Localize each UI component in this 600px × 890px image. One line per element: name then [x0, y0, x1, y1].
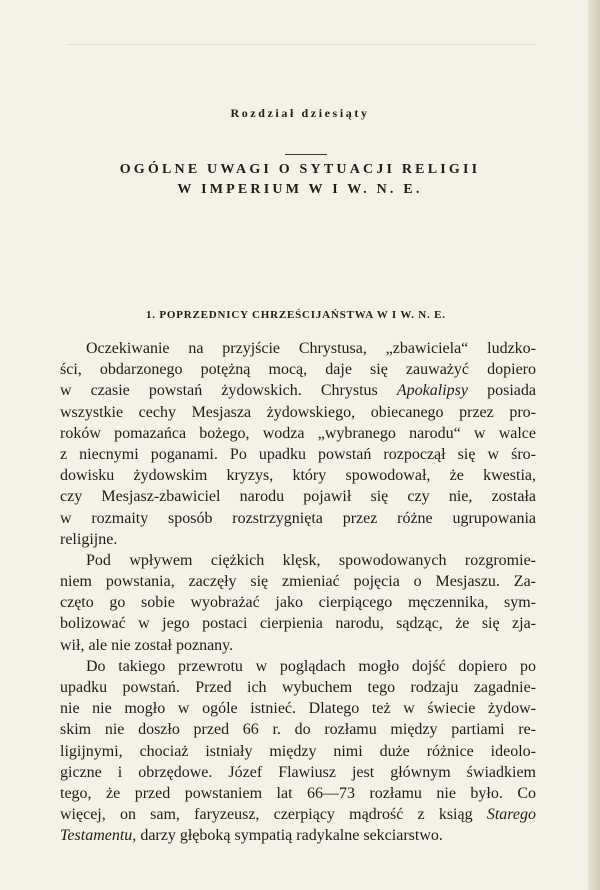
text-line: dowisku żydowskim kryzys, który spowodował, że kwestia, — [60, 467, 536, 485]
text-line: częto go sobie wyobrażać jako cierpiącego męczennika, sym- — [60, 594, 536, 612]
text-line: ści, obdarzonego potężną mocą, daje się zauważyć dopiero — [60, 361, 536, 379]
italic-term: Testamentu, — [60, 827, 137, 845]
page-edge — [588, 0, 600, 890]
chapter-title-line-1: OGÓLNE UWAGI O SYTUACJI RELIGII — [119, 162, 481, 177]
text-line: czy Mesjasz-zbawiciel narodu pojawił się czy nie, została — [60, 488, 536, 506]
text-line: ligijnymi, chociaż istniały między nimi duże różnice ideolo- — [60, 742, 536, 760]
section-heading: 1. POPRZEDNICY CHRZEŚCIJAŃSTWA W I W. N. E. — [146, 309, 446, 321]
heading-rule — [285, 154, 327, 155]
text-line: tego, że przed powstaniem lat 66—73 rozłamu nie było. Co — [60, 784, 536, 802]
text-line: więcej, on sam, faryzeusz, czerpiący mądrość z ksiąg Starego — [60, 806, 537, 824]
text-line: religijne. — [60, 530, 118, 548]
text-line: bolizować w jego postaci cierpienia narodu, sądząc, że się zja- — [60, 615, 536, 633]
text-line: Oczekiwanie na przyjście Chrystusa, „zbawiciela“ ludzko- — [86, 340, 536, 357]
text-line: roków pomazańca bożego, wodza „wybranego narodu“ w walce — [60, 424, 536, 442]
text-line: giczne i obrzędowe. Józef Flawiusz jest głównym świadkiem — [60, 763, 536, 781]
italic-term: Starego — [486, 806, 537, 824]
body-text — [60, 338, 536, 847]
chapter-title-line-2: W IMPERIUM W I W. N. E. — [177, 182, 423, 197]
text-line: Pod wpływem ciężkich klęsk, spowodowanych rozgromie- — [86, 551, 536, 569]
text-line: w rozmaity sposób rozstrzygnięta przez różne ugrupowania — [60, 509, 536, 527]
show-through-running-head — [66, 44, 536, 51]
text-line: wszystkie cechy Mesjasza żydowskiego, obiecanego przez pro- — [60, 403, 536, 421]
text-line: Do takiego przewrotu w poglądach mogło dojść dopiero po — [86, 657, 536, 675]
text-line: w czasie powstań żydowskich. Chrystus Apokalipsy posiada — [60, 382, 536, 400]
text-line: niem powstania, zaczęły się zmieniać pojęcia o Mesjaszu. Za- — [60, 573, 536, 591]
text-line: nie nie mogło w ogóle istnieć. Dlatego też w świecie żydow- — [60, 700, 536, 718]
text-line: z niecnymi poganami. Po upadku powstań rozpoczął się w śro- — [60, 445, 536, 463]
chapter-heading: Rozdział dziesiąty — [230, 106, 370, 120]
italic-term: Apokalipsy — [396, 382, 468, 400]
text-line: wił, ale nie został poznany. — [60, 636, 234, 654]
text-line: Testamentu, darzy głęboką sympatią radykalne sekciarstwo. — [60, 827, 443, 845]
chapter-title — [0, 160, 600, 200]
text-line: upadku powstań. Przed ich wybuchem tego rodzaju zagadnie- — [60, 679, 536, 696]
text-line: skim nie doszło przed 66 r. do rozłamu między partiami re- — [60, 721, 536, 739]
